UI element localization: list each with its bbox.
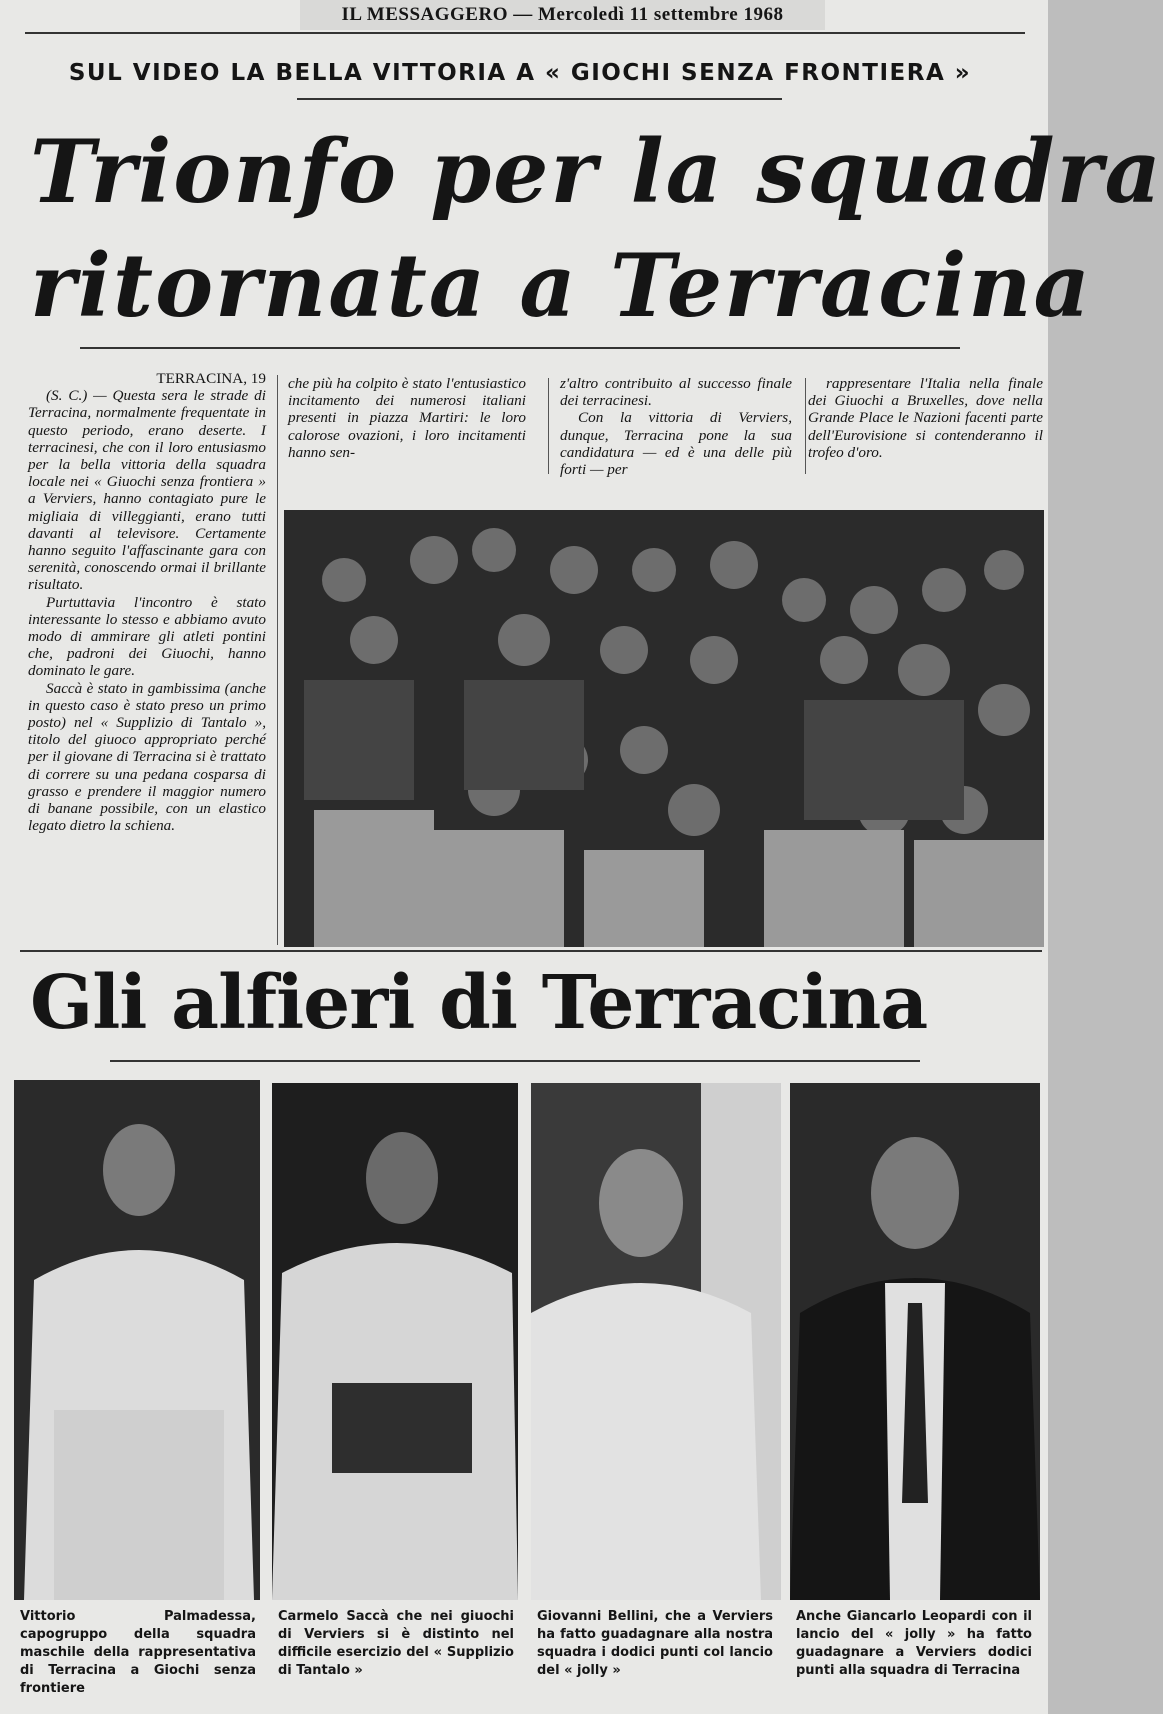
portrait-photo-4-art [790, 1083, 1040, 1600]
article-paragraph: Con la vittoria di Verviers, dunque, Terracina pone la sua candidatura — ed è una delle più forti — per [560, 409, 792, 479]
photo-caption-1: Vittorio Palmadessa, capogruppo della squadra maschile della rappresentativa di Terracina a Giochi senza frontiere [20, 1609, 256, 1696]
column-separator [548, 378, 549, 474]
portrait-photo-3 [531, 1083, 781, 1600]
portrait-photo-2 [272, 1083, 518, 1600]
article-column-4 [808, 375, 1043, 461]
headline-underline [80, 347, 960, 349]
article-column-2 [288, 375, 526, 461]
portrait-photo-3-art [531, 1083, 781, 1600]
kicker-underline [297, 98, 782, 100]
dateline: TERRACINA, 19 [156, 370, 266, 387]
photo-caption-4: Anche Giancarlo Leopardi con il lancio del « jolly » ha fatto guadagnare a Verviers dodici punti alla squadra di Terracina [796, 1609, 1032, 1678]
main-headline-line-1: Trionfo per la squadra [30, 120, 1163, 223]
portrait-photo-1 [14, 1080, 260, 1600]
article-paragraph: z'altro contribuito al successo finale dei terracinesi. [560, 375, 792, 410]
section-rule [20, 950, 1042, 952]
masthead: IL MESSAGGERO — Mercoledì 11 settembre 1968 [341, 4, 784, 25]
article-paragraph: che più ha colpito è stato l'entusiastico incitamento dei numerosi italiani presenti in piazza Martiri: le loro calorose ovazioni, i loro incitamenti hanno sen- [288, 375, 526, 461]
article-paragraph: rappresentare l'Italia nella finale dei Giuochi a Bruxelles, dove nella Grande Place le Nazioni facenti parte dell'Eurovisione si contenderanno il trofeo d'oro. [808, 375, 1043, 461]
crowd-photo [284, 510, 1044, 947]
photo-caption-2: Carmelo Saccà che nei giuochi di Verviers si è distinto nel difficile esercizio del « Supplizio di Tantalo » [278, 1609, 514, 1678]
portrait-photo-1-art [14, 1080, 260, 1600]
sub-headline-underline [110, 1060, 920, 1062]
crowd-photo-art [284, 510, 1044, 947]
photo-caption-3: Giovanni Bellini, che a Verviers ha fatto guadagnare alla nostra squadra i dodici punti col lancio del « jolly » [537, 1609, 773, 1678]
article-column-1 [28, 370, 266, 834]
article-paragraph: (S. C.) — Questa sera le strade di Terracina, normalmente frequentate in questo periodo, erano deserte. I terracinesi, che con il loro entusiasmo per la bella vittoria della squadra locale nei « Giuochi senza frontiera » a Verviers, hanno contagiato pure le migliaia di villeggianti, erano tutti davanti al televisore. Certamente hanno seguito l'affascinante gara con serenità, conoscendo ormai il brillante risultato. [28, 387, 266, 594]
sub-headline: Gli alfieri di Terracina [30, 960, 928, 1046]
article-paragraph: Saccà è stato in gambissima (anche in questo caso è stato preso un primo posto) nel « Supplizio di Tantalo », titolo del giuoco appropriato perché per il giovane di Terracina si è trattato di correre su una pedana cosparsa di grasso e prendere il maggior numero di banane possibile, con un elastico legato dietro la schiena. [28, 679, 266, 835]
portrait-photo-2-art [272, 1083, 518, 1600]
main-headline-line-2: ritornata a Terracina [30, 234, 1092, 337]
article-column-3 [560, 375, 792, 478]
portrait-photo-4 [790, 1083, 1040, 1600]
kicker-headline: SUL VIDEO LA BELLA VITTORIA A « GIOCHI SENZA FRONTIERA » [68, 60, 972, 86]
article-paragraph: Purtuttavia l'incontro è stato interessante lo stesso e abbiamo avuto modo di ammirare gli atleti pontini che, padroni dei Giuochi, hanno dominato le gare. [28, 593, 266, 680]
column-separator [805, 378, 806, 474]
column-separator [277, 375, 278, 945]
top-rule [25, 32, 1025, 34]
